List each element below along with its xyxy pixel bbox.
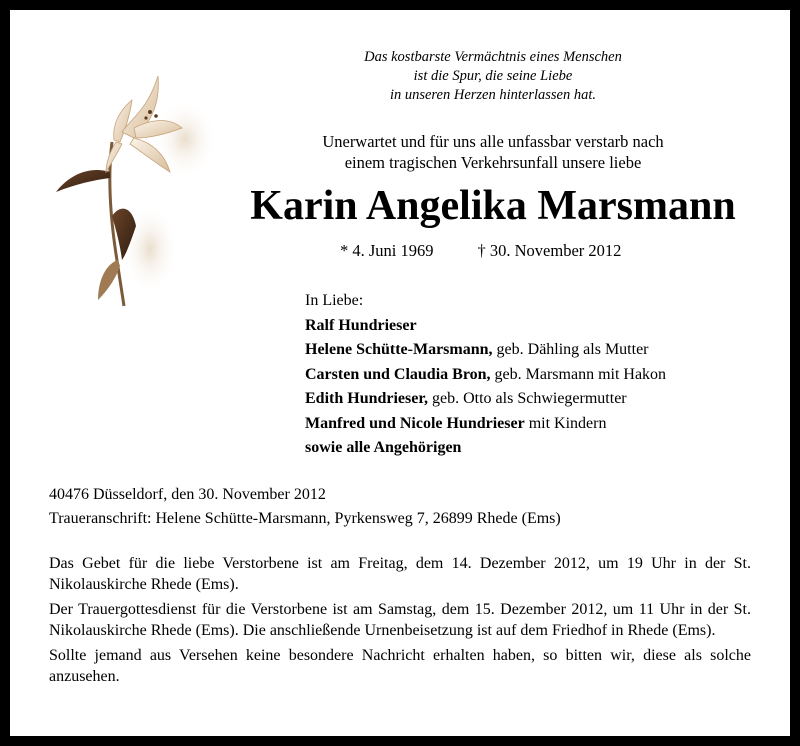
quote-line: in unseren Herzen hinterlassen hat. bbox=[389, 87, 597, 103]
mourners-list bbox=[305, 289, 775, 461]
mourner-entry bbox=[305, 338, 775, 363]
mourner-note: geb. Otto als Schwiegermutter bbox=[428, 390, 627, 407]
mourner-name: sowie alle Angehörigen bbox=[305, 439, 462, 456]
funeral-service-text: Der Trauergottesdienst für die Verstorbene ist am Samstag, dem 15. Dezember 2012, um 11 Uhr in der St. Nikolauskirche Rhede (Ems). Die anschließende Urnenbeisetzung ist auf dem Friedhof in Rhede (Ems). bbox=[49, 601, 751, 639]
mourner-note: geb. Marsmann mit Hakon bbox=[490, 365, 667, 383]
notice-text: Sollte jemand aus Versehen keine besondere Nachricht erhalten haben, so bitten wir, diese als solche anzusehen. bbox=[49, 647, 751, 685]
mourner-entry bbox=[305, 363, 775, 388]
quote-line: ist die Spur, die seine Liebe bbox=[413, 68, 573, 84]
death-date: † 30. November 2012 bbox=[477, 241, 622, 260]
mourner-name: Ralf Hundrieser bbox=[305, 316, 417, 334]
mourner-note: geb. Dähling als Mutter bbox=[492, 341, 649, 358]
mourner-name: Edith Hundrieser, bbox=[305, 390, 428, 407]
mourners-heading: In Liebe: bbox=[305, 292, 364, 309]
obituary-card bbox=[10, 10, 790, 736]
life-dates bbox=[340, 240, 650, 261]
mourner-entry bbox=[305, 412, 775, 437]
mourner-entry bbox=[305, 314, 775, 339]
place-and-address bbox=[49, 483, 749, 531]
mourner-entry bbox=[305, 436, 775, 461]
mourner-name: Helene Schütte-Marsmann, bbox=[305, 341, 493, 358]
announcement-intro bbox=[270, 131, 716, 173]
prayer-service-text: Das Gebet für die liebe Verstorbene ist am Freitag, dem 14. Dezember 2012, um 19 Uhr in der St. Nikolauskirche Rhede (Ems). bbox=[49, 555, 751, 593]
epigraph-quote bbox=[310, 48, 676, 105]
mourner-note: mit Kindern bbox=[524, 414, 607, 432]
intro-line: Unerwartet und für uns alle unfassbar verstarb nach bbox=[322, 132, 664, 151]
service-details bbox=[49, 553, 751, 691]
mourning-address: Traueranschrift: Helene Schütte-Marsmann, Pyrkensweg 7, 26899 Rhede (Ems) bbox=[49, 510, 561, 527]
mourner-name: Manfred und Nicole Hundrieser bbox=[305, 414, 525, 432]
mourner-entry bbox=[305, 387, 775, 412]
birth-date: * 4. Juni 1969 bbox=[340, 241, 434, 260]
mourner-name: Carsten und Claudia Bron, bbox=[305, 365, 491, 383]
intro-line: einem tragischen Verkehrsunfall unsere liebe bbox=[344, 153, 642, 172]
place-date-line: 40476 Düsseldorf, den 30. November 2012 bbox=[49, 486, 326, 503]
quote-line: Das kostbarste Vermächtnis eines Menschen bbox=[364, 49, 622, 65]
deceased-name: Karin Angelika Marsmann bbox=[250, 183, 736, 229]
